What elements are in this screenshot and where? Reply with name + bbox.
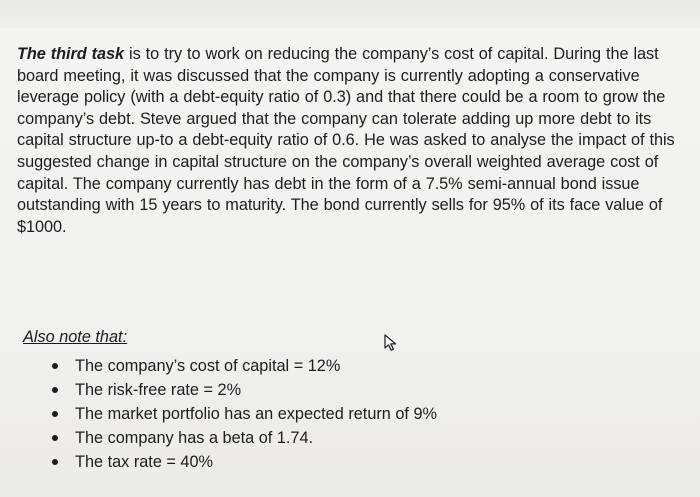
list-item <box>48 354 437 378</box>
notes-title: Also note that: <box>23 328 128 346</box>
list-item-text: The company has a beta of 1.74. <box>75 429 314 447</box>
bullet-icon <box>52 387 58 393</box>
list-item <box>48 426 437 450</box>
bullet-icon <box>52 435 58 441</box>
task-lead: The third task <box>17 45 125 63</box>
list-item <box>48 402 437 426</box>
top-border <box>0 0 700 28</box>
list-item <box>48 378 437 402</box>
list-item-text: The market portfolio has an expected return of 9% <box>75 405 438 423</box>
notes-list <box>48 354 437 474</box>
task-body: is to try to work on reducing the company’s cost of capital. During the last board meeting, it was discussed that the company is currently adopting a conservative leverage policy (with a debt-equity ratio of 0.3) and that there could be a room to grow the company’s debt. Steve argued that the company can tolerate adding up more debt to its capital structure up-to a debt-equity ratio of 0.6. He was asked to analyse the impact of this suggested change in capital structure on the company’s overall weighted average cost of capital. The company currently has debt in the form of a 7.5% semi-annual bond issue outstanding with 15 years to maturity. The bond currently sells for 95% of its face value of $1000. <box>17 45 675 236</box>
list-item-text: The tax rate = 40% <box>75 453 214 471</box>
list-item-text: The company’s cost of capital = 12% <box>75 357 341 375</box>
bullet-icon <box>52 459 58 465</box>
mouse-pointer-icon <box>382 333 402 353</box>
task-paragraph <box>17 44 685 238</box>
bullet-icon <box>52 363 58 369</box>
list-item <box>48 450 437 474</box>
bullet-icon <box>52 411 58 417</box>
list-item-text: The risk-free rate = 2% <box>75 381 242 399</box>
